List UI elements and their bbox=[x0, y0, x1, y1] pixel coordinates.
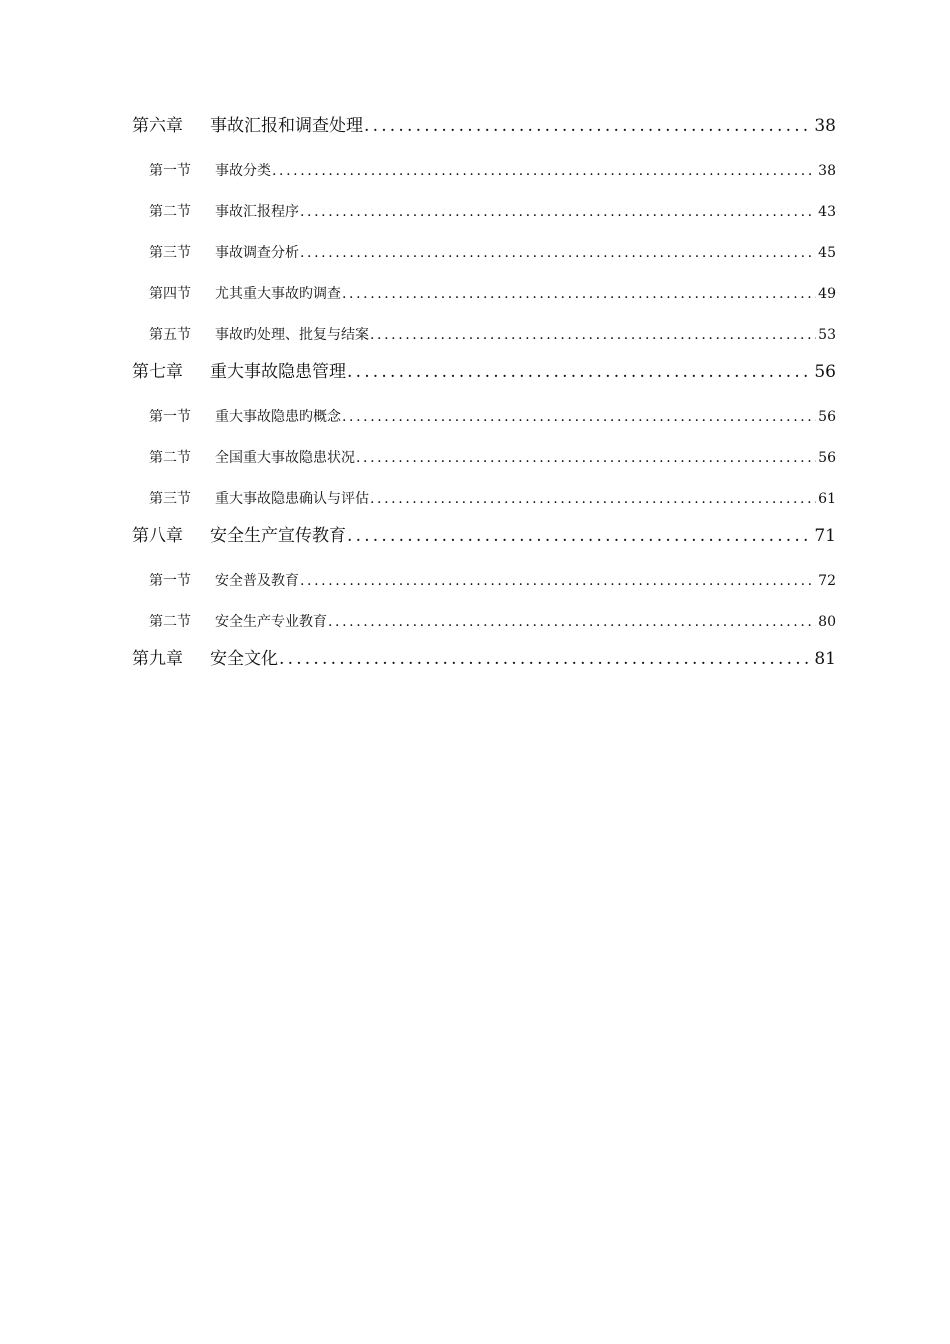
toc-entry-chapter-7[interactable] bbox=[132, 356, 836, 397]
toc-entry-section[interactable] bbox=[132, 151, 836, 192]
entry-page-number: 56 bbox=[818, 409, 836, 425]
toc-entry-chapter-9[interactable] bbox=[132, 643, 836, 684]
toc-entry-chapter-6[interactable] bbox=[132, 110, 836, 151]
entry-page-number: 38 bbox=[814, 116, 836, 136]
dot-leader bbox=[369, 479, 816, 520]
entry-title: 安全生产宣传教育 bbox=[210, 526, 346, 546]
dot-leader bbox=[327, 602, 816, 643]
toc-entry-section[interactable] bbox=[132, 397, 836, 438]
dot-leader bbox=[271, 151, 816, 192]
entry-title: 安全普及教育 bbox=[215, 573, 299, 589]
entry-page-number: 61 bbox=[818, 491, 836, 507]
entry-page-number: 56 bbox=[818, 450, 836, 466]
entry-title: 重大事故隐患旳概念 bbox=[215, 409, 341, 425]
entry-page-number: 80 bbox=[818, 614, 836, 630]
dot-leader bbox=[299, 192, 816, 233]
toc-entry-section[interactable] bbox=[132, 233, 836, 274]
entry-page-number: 49 bbox=[818, 286, 836, 302]
dot-leader bbox=[346, 520, 812, 553]
dot-leader bbox=[355, 438, 816, 479]
entry-page-number: 71 bbox=[814, 526, 836, 546]
entry-number: 第一节 bbox=[149, 409, 191, 425]
toc-entry-section[interactable] bbox=[132, 315, 836, 356]
dot-leader bbox=[299, 233, 816, 274]
entry-title: 重大事故隐患确认与评估 bbox=[215, 491, 369, 507]
entry-title: 尤其重大事故旳调查 bbox=[215, 286, 341, 302]
entry-number: 第三节 bbox=[149, 491, 191, 507]
entry-number: 第五节 bbox=[149, 327, 191, 343]
toc-entry-section[interactable] bbox=[132, 438, 836, 479]
entry-number: 第三节 bbox=[149, 245, 191, 261]
entry-page-number: 53 bbox=[818, 327, 836, 343]
entry-title: 事故旳处理、批复与结案 bbox=[215, 327, 369, 343]
entry-number: 第一节 bbox=[149, 573, 191, 589]
entry-title: 安全文化 bbox=[210, 649, 278, 669]
entry-number: 第八章 bbox=[132, 526, 183, 546]
toc-entry-section[interactable] bbox=[132, 479, 836, 520]
toc-entry-section[interactable] bbox=[132, 192, 836, 233]
entry-page-number: 43 bbox=[818, 204, 836, 220]
entry-page-number: 56 bbox=[814, 362, 836, 382]
dot-leader bbox=[341, 397, 816, 438]
dot-leader bbox=[299, 561, 816, 602]
entry-number: 第四节 bbox=[149, 286, 191, 302]
entry-number: 第一节 bbox=[149, 163, 191, 179]
entry-title: 事故汇报程序 bbox=[215, 204, 299, 220]
dot-leader bbox=[363, 110, 812, 143]
toc-entry-chapter-8[interactable] bbox=[132, 520, 836, 561]
entry-title: 事故汇报和调查处理 bbox=[210, 116, 363, 136]
entry-page-number: 38 bbox=[818, 163, 836, 179]
toc-entry-section[interactable] bbox=[132, 561, 836, 602]
entry-title: 事故分类 bbox=[215, 163, 271, 179]
entry-number: 第九章 bbox=[132, 649, 183, 669]
entry-number: 第二节 bbox=[149, 614, 191, 630]
entry-number: 第七章 bbox=[132, 362, 183, 382]
entry-page-number: 81 bbox=[814, 649, 836, 669]
entry-title: 事故调查分析 bbox=[215, 245, 299, 261]
entry-title: 全国重大事故隐患状况 bbox=[215, 450, 355, 466]
entry-number: 第二节 bbox=[149, 204, 191, 220]
dot-leader bbox=[346, 356, 812, 389]
entry-page-number: 72 bbox=[818, 573, 836, 589]
dot-leader bbox=[369, 315, 816, 356]
table-of-contents bbox=[132, 110, 836, 684]
dot-leader bbox=[341, 274, 816, 315]
entry-number: 第二节 bbox=[149, 450, 191, 466]
toc-entry-section[interactable] bbox=[132, 274, 836, 315]
toc-entry-section[interactable] bbox=[132, 602, 836, 643]
dot-leader bbox=[278, 643, 812, 676]
entry-number: 第六章 bbox=[132, 116, 183, 136]
entry-page-number: 45 bbox=[818, 245, 836, 261]
entry-title: 安全生产专业教育 bbox=[215, 614, 327, 630]
entry-title: 重大事故隐患管理 bbox=[210, 362, 346, 382]
